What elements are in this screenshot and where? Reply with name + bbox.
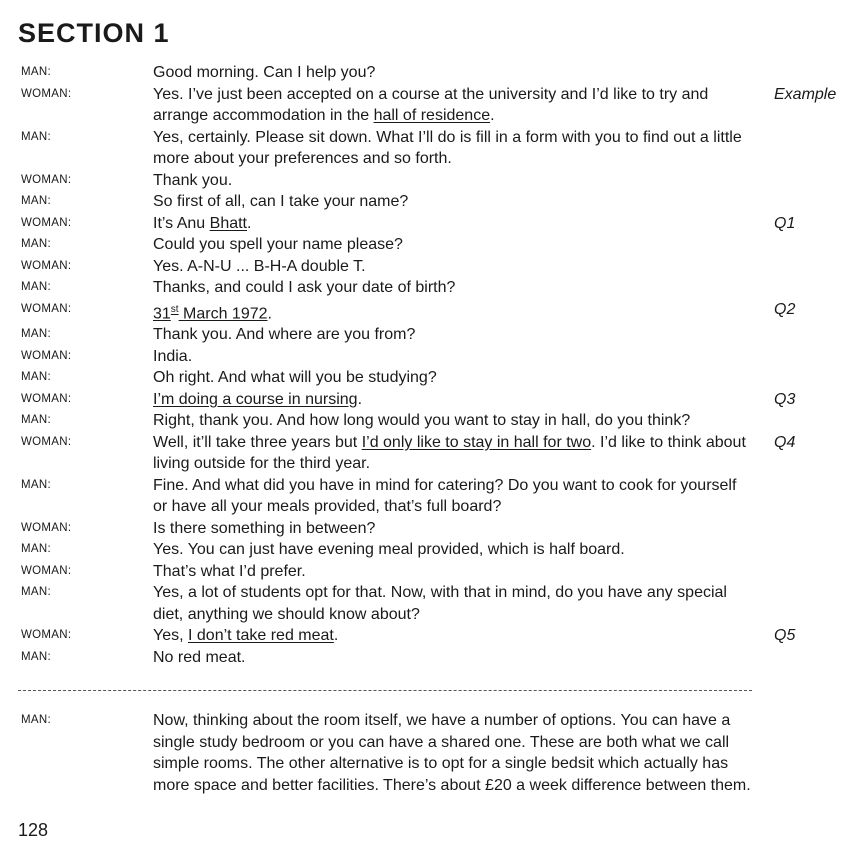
line-text: [153, 710, 753, 796]
text-segment: .: [247, 214, 252, 232]
line-text: [153, 367, 753, 389]
line-text: [153, 625, 753, 647]
dialogue-transcript: [0, 62, 855, 668]
answer-underline: March 1972: [178, 304, 268, 322]
speaker-label: WOMAN:: [21, 392, 72, 405]
text-segment: Thank you. And where are you from?: [153, 326, 416, 344]
answer-underline: I’d only like to stay in hall for two: [361, 433, 592, 451]
line-text: [153, 277, 753, 299]
speaker-label: MAN:: [21, 238, 51, 250]
dialogue-line: [0, 84, 855, 127]
text-segment: Fine. And what did you have in mind for catering? Do you want to cook for yourself or have all your meals provided, that’s full board?: [153, 476, 737, 516]
text-segment: Yes, certainly. Please sit down. What I’ll do is fill in a form with you to find out a little more about your preferences and so forth.: [153, 128, 742, 167]
dialogue-line: [0, 324, 855, 346]
dialogue-line: [0, 213, 855, 235]
text-segment: .: [490, 107, 495, 124]
text-segment: Yes. A-N-U ... B-H-A double T.: [153, 257, 366, 275]
page-number: 128: [18, 820, 49, 840]
text-segment: Thank you.: [153, 171, 233, 189]
text-segment: Oh right. And what will you be studying?: [153, 369, 437, 387]
text-segment: Is there something in between?: [153, 519, 376, 537]
text-segment: Yes, a lot of students opt for that. Now, with that in mind, do you have any special diet, anything we should know about?: [153, 584, 727, 623]
speaker-label: MAN:: [21, 714, 51, 726]
section-divider: [18, 690, 752, 691]
line-text: [153, 191, 753, 213]
line-text: [153, 170, 753, 192]
dialogue-line: [0, 277, 855, 299]
speaker-label: MAN:: [21, 66, 51, 78]
line-text: [153, 299, 753, 325]
text-segment: It’s Anu: [153, 214, 210, 232]
dialogue-line: [0, 170, 855, 192]
text-segment: . I’d like to think about living outside for the third year.: [153, 433, 746, 473]
speaker-label: MAN:: [21, 543, 51, 556]
text-segment: Yes. I’ve just been accepted on a course at the university and I’d like to try and arrange accommodation in the: [153, 85, 709, 124]
speaker-label: MAN:: [21, 281, 51, 293]
dialogue-line: [0, 299, 855, 325]
speaker-label: WOMAN:: [21, 87, 72, 100]
dialogue-line: [0, 346, 855, 368]
question-marker: Q3: [774, 390, 796, 408]
line-text: [153, 256, 753, 278]
line-text: [153, 561, 753, 583]
dialogue-line: [0, 647, 855, 669]
line-text: [153, 213, 753, 235]
speaker-label: MAN:: [21, 478, 51, 491]
speaker-label: WOMAN:: [21, 521, 72, 534]
dialogue-line: [0, 389, 855, 411]
speaker-label: WOMAN:: [21, 302, 72, 315]
text-segment: Yes. You can just have evening meal provided, which is half board.: [153, 541, 625, 559]
line-text: [153, 84, 753, 127]
question-marker: Q2: [774, 300, 796, 318]
speaker-label: WOMAN:: [21, 173, 72, 186]
speaker-label: MAN:: [21, 328, 51, 341]
speaker-label: WOMAN:: [21, 629, 72, 642]
speaker-label: WOMAN:: [21, 216, 72, 229]
dialogue-line: [0, 432, 855, 475]
answer-underline: I’m doing a course in nursing: [153, 390, 358, 408]
dialogue-line: [0, 710, 855, 796]
text-segment: That’s what I’d prefer.: [153, 562, 306, 580]
speaker-label: MAN:: [21, 586, 51, 599]
section-title: SECTION 1: [18, 18, 170, 48]
dialogue-line: [0, 256, 855, 278]
text-segment: .: [333, 627, 339, 645]
question-marker: Q1: [774, 214, 796, 232]
line-text: [153, 234, 753, 256]
dialogue-line: [0, 62, 855, 84]
text-segment: India.: [153, 347, 193, 365]
text-segment: Now, thinking about the room itself, we have a number of options. You can have a single study bedroom or you can have a shared one. These are both what we call simple rooms. The other alternative is to opt for a single bedsit which actually has more space and better facilities. There’s about £20 a week difference between them.: [153, 712, 751, 794]
answer-underline: I don’t take red meat: [188, 627, 334, 645]
speaker-label: MAN:: [21, 130, 51, 143]
text-segment: Thanks, and could I ask your date of birth?: [153, 279, 456, 296]
speaker-label: MAN:: [21, 371, 51, 384]
dialogue-line: [0, 367, 855, 389]
speaker-label: MAN:: [21, 414, 51, 427]
speaker-label: WOMAN:: [21, 259, 72, 272]
text-segment: Good morning. Can I help you?: [153, 64, 376, 81]
dialogue-line: [0, 127, 855, 170]
question-marker: Example: [774, 85, 837, 103]
line-text: [153, 127, 753, 170]
dialogue-line: [0, 475, 855, 518]
dialogue-line: [0, 518, 855, 540]
answer-underline: hall of residence: [373, 107, 491, 124]
question-marker: Q5: [774, 627, 796, 645]
line-text: [153, 410, 753, 432]
dialogue-line: [0, 410, 855, 432]
text-segment: .: [267, 304, 272, 322]
text-segment: Well, it’ll take three years but: [153, 433, 362, 451]
line-text: [153, 62, 753, 84]
text-segment: No red meat.: [153, 648, 246, 666]
speaker-label: MAN:: [21, 650, 51, 663]
text-segment: Yes,: [153, 627, 188, 645]
line-text: [153, 324, 753, 346]
line-text: [153, 389, 753, 411]
dialogue-line: [0, 561, 855, 583]
dialogue-line: [0, 539, 855, 561]
line-text: [153, 346, 753, 368]
line-text: [153, 647, 753, 669]
line-text: [153, 539, 753, 561]
line-text: [153, 475, 753, 518]
speaker-label: WOMAN:: [21, 564, 72, 577]
answer-underline: st: [170, 303, 179, 315]
line-text: [153, 582, 753, 625]
dialogue-transcript-continued: [0, 710, 855, 796]
text-segment: Right, thank you. And how long would you want to stay in hall, do you think?: [153, 412, 691, 430]
dialogue-line: [0, 582, 855, 625]
speaker-label: WOMAN:: [21, 349, 72, 362]
text-segment: .: [357, 390, 363, 408]
answer-underline: Bhatt: [209, 214, 247, 232]
answer-underline: 31: [153, 304, 171, 322]
dialogue-line: [0, 234, 855, 256]
dialogue-line: [0, 625, 855, 647]
question-marker: Q4: [774, 433, 796, 451]
text-segment: So first of all, can I take your name?: [153, 193, 409, 210]
line-text: [153, 518, 753, 540]
speaker-label: WOMAN:: [21, 435, 72, 448]
text-segment: Could you spell your name please?: [153, 236, 403, 253]
line-text: [153, 432, 753, 475]
speaker-label: MAN:: [21, 195, 51, 207]
dialogue-line: [0, 191, 855, 213]
